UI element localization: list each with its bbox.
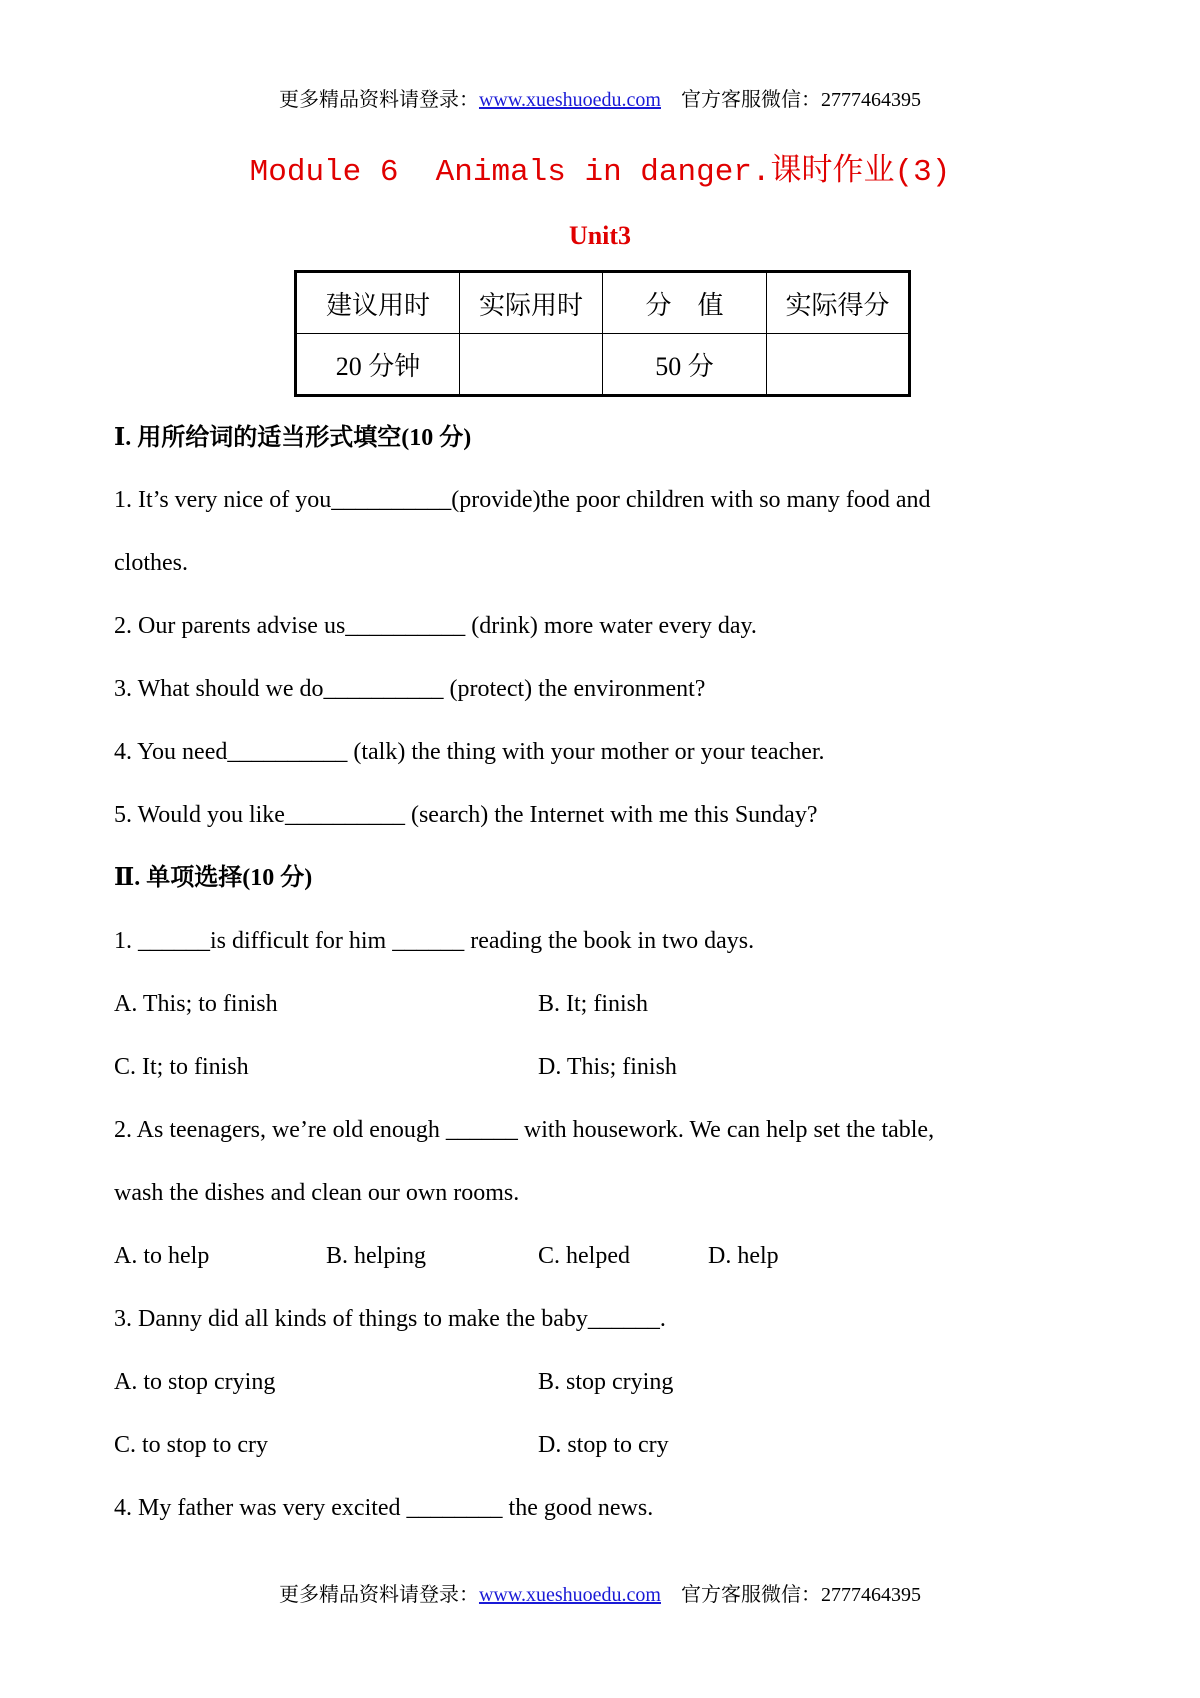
table-cell: 50 分 — [603, 334, 767, 396]
question-stem: 3. Danny did all kinds of things to make the baby______. — [114, 1306, 666, 1332]
score-table — [294, 270, 911, 397]
page-footer — [0, 1583, 1200, 1607]
question-line: 2. Our parents advise us__________ (drink) more water every day. — [114, 613, 757, 639]
table-header-cell: 实际得分 — [767, 272, 910, 334]
option: B. stop crying — [538, 1369, 674, 1395]
footer-service: 官方客服微信：2777464395 — [681, 1584, 921, 1606]
option: A. to stop crying — [114, 1369, 276, 1395]
option: B. It; finish — [538, 991, 649, 1017]
header-service: 官方客服微信：2777464395 — [681, 89, 921, 111]
footer-prefix: 更多精品资料请登录： — [278, 1584, 479, 1606]
table-header-cell: 实际用时 — [460, 272, 603, 334]
section-2-title: Ⅱ. 单项选择(10 分) — [114, 865, 313, 891]
score-table-value-row — [296, 334, 910, 396]
header-prefix: 更多精品资料请登录： — [278, 89, 479, 111]
page-title: Module 6 Animals in danger.课时作业(3) — [249, 155, 951, 190]
table-cell — [460, 334, 603, 396]
question-line: 3. What should we do__________ (protect) the environment? — [114, 676, 706, 702]
option: B. helping — [326, 1243, 426, 1269]
unit-label: Unit3 — [568, 221, 632, 250]
section-1-title: Ⅰ. 用所给词的适当形式填空(10 分) — [114, 425, 472, 451]
option: C. helped — [538, 1243, 630, 1269]
option: D. stop to cry — [538, 1432, 669, 1458]
question-line: 5. Would you like__________ (search) the Internet with me this Sunday? — [114, 802, 818, 828]
header-link[interactable]: www.xueshuoedu.com — [478, 89, 661, 111]
table-cell: 20 分钟 — [296, 334, 460, 396]
question-stem: 1. ______is difficult for him ______ reading the book in two days. — [114, 928, 755, 954]
table-cell — [767, 334, 910, 396]
option: D. help — [708, 1243, 779, 1269]
option: C. It; to finish — [114, 1054, 249, 1080]
score-table-header-row — [296, 272, 910, 334]
option: D. This; finish — [538, 1054, 677, 1080]
question-line: 4. You need__________ (talk) the thing with your mother or your teacher. — [114, 739, 825, 765]
option: A. to help — [114, 1243, 210, 1269]
option: A. This; to finish — [114, 991, 278, 1017]
page-header — [0, 88, 1200, 112]
question-stem-continued: wash the dishes and clean our own rooms. — [114, 1180, 520, 1206]
question-stem: 2. As teenagers, we’re old enough ______ with housework. We can help set the table, — [114, 1117, 935, 1143]
option: C. to stop to cry — [114, 1432, 268, 1458]
table-header-cell: 分 值 — [603, 272, 767, 334]
question-line: clothes. — [114, 550, 188, 576]
question-stem: 4. My father was very excited ________ the good news. — [114, 1495, 654, 1521]
question-line: 1. It’s very nice of you__________(provide)the poor children with so many food and — [114, 487, 931, 513]
table-header-cell: 建议用时 — [296, 272, 460, 334]
footer-link[interactable]: www.xueshuoedu.com — [478, 1584, 661, 1606]
